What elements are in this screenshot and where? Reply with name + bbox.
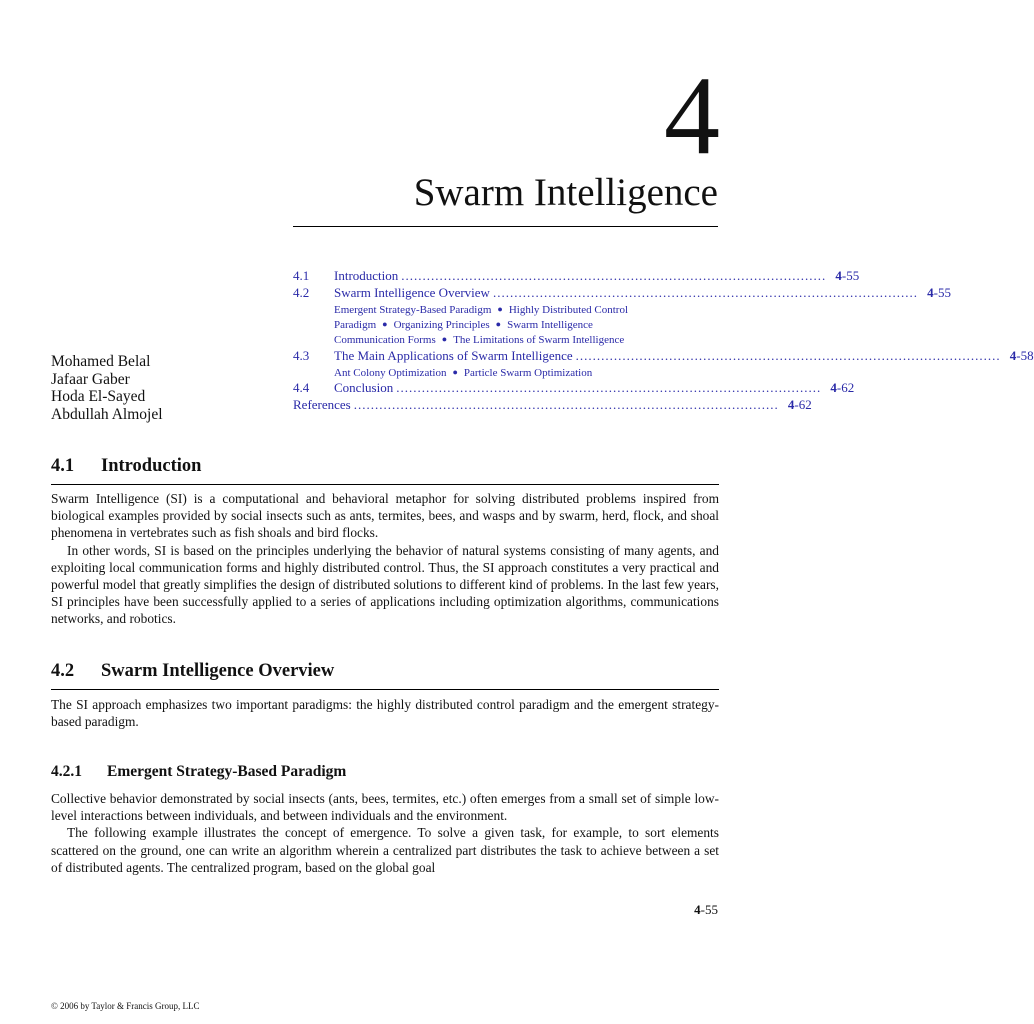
toc-number: 4.3 xyxy=(293,347,310,363)
section-number: 4.2.1 xyxy=(51,763,82,780)
toc-title[interactable]: Introduction xyxy=(334,268,399,283)
toc-subentry[interactable]: Ant Colony Optimization xyxy=(334,366,447,379)
table-of-contents xyxy=(293,268,1034,414)
author-name: Mohamed Belal xyxy=(51,353,151,370)
subsection-heading-4-2-1 xyxy=(51,763,346,781)
author-name: Abdullah Almojel xyxy=(51,405,163,423)
toc-leader-dots: .................................................................................................... xyxy=(401,268,827,283)
section-number: 4.2 xyxy=(51,661,75,681)
toc-number: 4.1 xyxy=(293,268,310,283)
bullet-icon: ● xyxy=(441,334,448,345)
toc-page: 4-62 xyxy=(830,379,855,395)
subsection-body-4-2-1 xyxy=(51,790,719,876)
toc-subentries-4-2 xyxy=(334,302,654,348)
bullet-icon: ● xyxy=(382,319,388,330)
title-rule xyxy=(293,226,718,227)
toc-entry-4-4[interactable] xyxy=(293,379,855,397)
toc-entry-4-3[interactable] xyxy=(293,347,1034,365)
page-number: 4-55 xyxy=(694,902,718,917)
section-rule xyxy=(51,484,719,485)
toc-number: 4.4 xyxy=(293,379,310,395)
section-number: 4.1 xyxy=(51,456,75,476)
toc-leader-dots: .................................................................................................... xyxy=(396,379,822,395)
toc-subentry[interactable]: Highly Distributed Control Paradigm xyxy=(334,304,629,332)
toc-subentry[interactable]: Organizing Principles xyxy=(393,319,490,332)
section-heading-4-1 xyxy=(51,456,201,477)
toc-leader-dots: .................................................................................................... xyxy=(492,285,918,300)
toc-page: 4-58 xyxy=(1009,347,1034,363)
toc-leader-dots: .................................................................................................... xyxy=(575,347,1001,363)
section-title: Emergent Strategy-Based Paradigm xyxy=(107,763,347,780)
author-name: Jafaar Gaber xyxy=(51,370,130,388)
section-title: Swarm Intelligence Overview xyxy=(101,661,335,681)
section-rule xyxy=(51,689,719,690)
paragraph: Collective behavior demonstrated by social insects (ants, bees, termites, etc.) often emerges from a small set of simple low-level interactions between individuals, and between individuals and the environment. xyxy=(51,791,719,824)
toc-number: 4.2 xyxy=(293,285,310,300)
paragraph: The SI approach emphasizes two important paradigms: the highly distributed control paradigm and the emergent strategy-based paradigm. xyxy=(51,697,719,730)
bullet-icon: ● xyxy=(497,304,503,314)
author-list xyxy=(51,353,163,423)
toc-title[interactable]: The Main Applications of Swarm Intelligence xyxy=(334,347,573,363)
paragraph: The following example illustrates the concept of emergence. To solve a given task, for example, to sort elements scattered on the ground, one can write an algorithm wherein a centralized part distributes the task to achieve between a set of distributed agents. The centralized program, based on the global goal xyxy=(51,825,719,875)
section-title: Introduction xyxy=(101,456,202,476)
toc-leader-dots: .................................................................................................... xyxy=(353,396,779,412)
toc-subentry[interactable]: Swarm Intelligence Communication Forms xyxy=(334,319,593,347)
bullet-icon: ● xyxy=(452,366,458,377)
toc-entry-4-2[interactable] xyxy=(293,285,951,302)
copyright-footer: © 2006 by Taylor & Francis Group, LLC xyxy=(51,1001,200,1011)
toc-page: 4-62 xyxy=(787,396,812,412)
section-heading-4-2 xyxy=(51,661,334,682)
toc-subentry[interactable]: Emergent Strategy-Based Paradigm xyxy=(334,304,492,316)
paragraph: Swarm Intelligence (SI) is a computational and behavioral metaphor for solving distributed problems inspired from biological examples provided by social insects such as ants, termites, bees, and wasps and by swarm, herd, flock, and shoal phenomena in vertebrates such as fish shoals and bird flocks. xyxy=(51,491,719,541)
toc-title[interactable]: Conclusion xyxy=(334,379,394,395)
bullet-icon: ● xyxy=(495,319,502,330)
author-name: Hoda El-Sayed xyxy=(51,388,146,405)
toc-subentry[interactable]: Particle Swarm Optimization xyxy=(463,366,593,379)
section-body-4-1 xyxy=(51,490,719,628)
toc-entry-references[interactable] xyxy=(293,396,812,414)
toc-subentries-4-3 xyxy=(334,365,654,380)
chapter-title: Swarm Intelligence xyxy=(413,171,718,214)
toc-page: 4-55 xyxy=(927,285,951,300)
toc-entry-4-1[interactable] xyxy=(293,268,860,285)
toc-title[interactable]: Swarm Intelligence Overview xyxy=(334,285,490,300)
toc-page: 4-55 xyxy=(835,268,860,283)
chapter-number: 4 xyxy=(664,54,720,178)
toc-title[interactable]: References xyxy=(293,396,351,412)
toc-subentry[interactable]: The Limitations of Swarm Intelligence xyxy=(453,334,625,347)
paragraph: In other words, SI is based on the principles underlying the behavior of natural systems consisting of many agents, and exploiting local communication forms and highly distributed control. Thus, the SI approach constitutes a very practical and powerful model that greatly simplifies the design of distributed solutions to different kind of problems. In the last few years, SI principles have been successfully applied to a series of applications including optimization algorithms, communications networks, and robotics. xyxy=(51,542,719,627)
section-body-4-2 xyxy=(51,696,719,730)
